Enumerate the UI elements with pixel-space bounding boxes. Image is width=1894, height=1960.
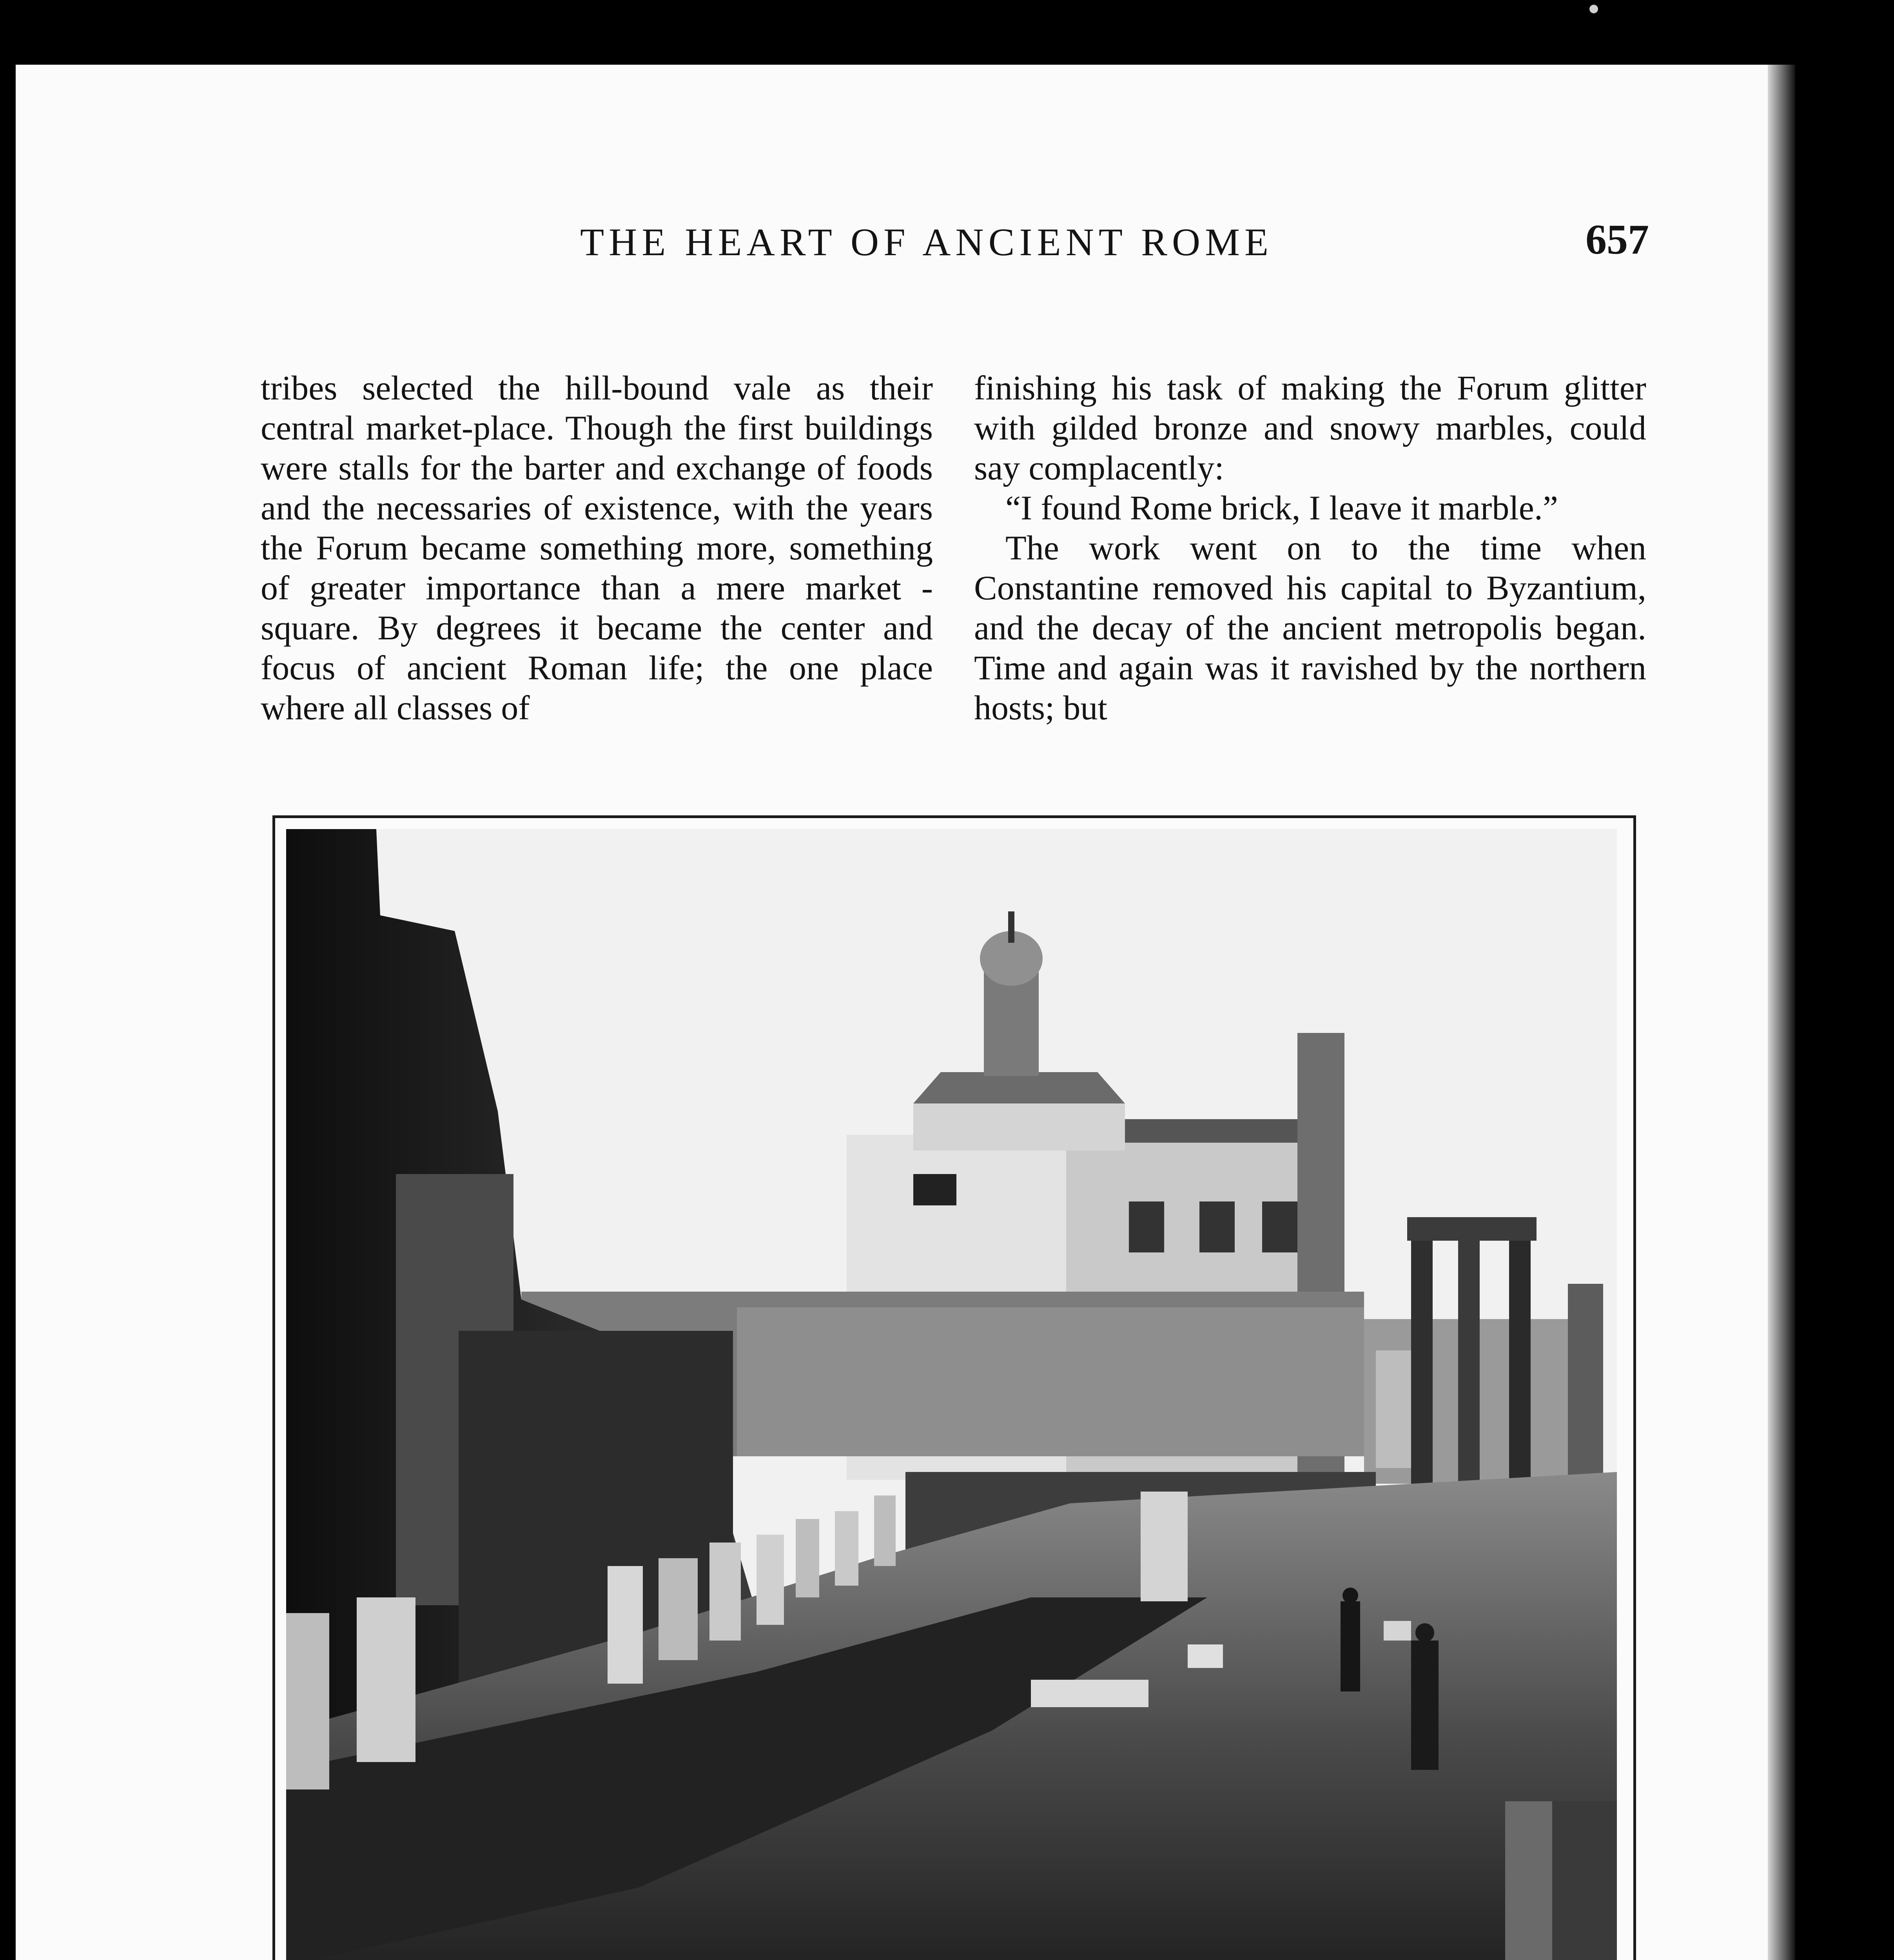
text-column-top-left xyxy=(261,368,933,728)
quotation: “I found Rome brick, I leave it marble.” xyxy=(1005,489,1558,527)
magazine-page xyxy=(16,65,1768,1960)
paragraph: tribes selected the hill-bound vale as their central market-place. Though the first buildings were stalls for the barter and exchange of foods and the necessaries of existence, with the years the Forum became something more, something of greater importance than a mere market - square. By degrees it became the center and focus of ancient Roman life; the one place where all classes of xyxy=(261,369,933,727)
photograph-forum-ruins xyxy=(272,815,1636,1960)
paragraph: The work went on to the time when Constantine removed his capital to Byzantium, and the decay of the ancient metropolis began. Time and again was it ravished by the northern hosts; but xyxy=(974,529,1646,727)
page-number: 657 xyxy=(1586,216,1649,263)
text-column-top-right xyxy=(974,368,1646,728)
running-title: THE HEART OF ANCIENT ROME xyxy=(580,220,1274,264)
forum-ruins-photo xyxy=(286,829,1617,1960)
page-edge-shadow xyxy=(1768,65,1795,1960)
paragraph: finishing his task of making the Forum glitter with gilded bronze and snowy marbles, could say complacently: xyxy=(974,369,1646,487)
scan-speck xyxy=(1589,5,1598,13)
